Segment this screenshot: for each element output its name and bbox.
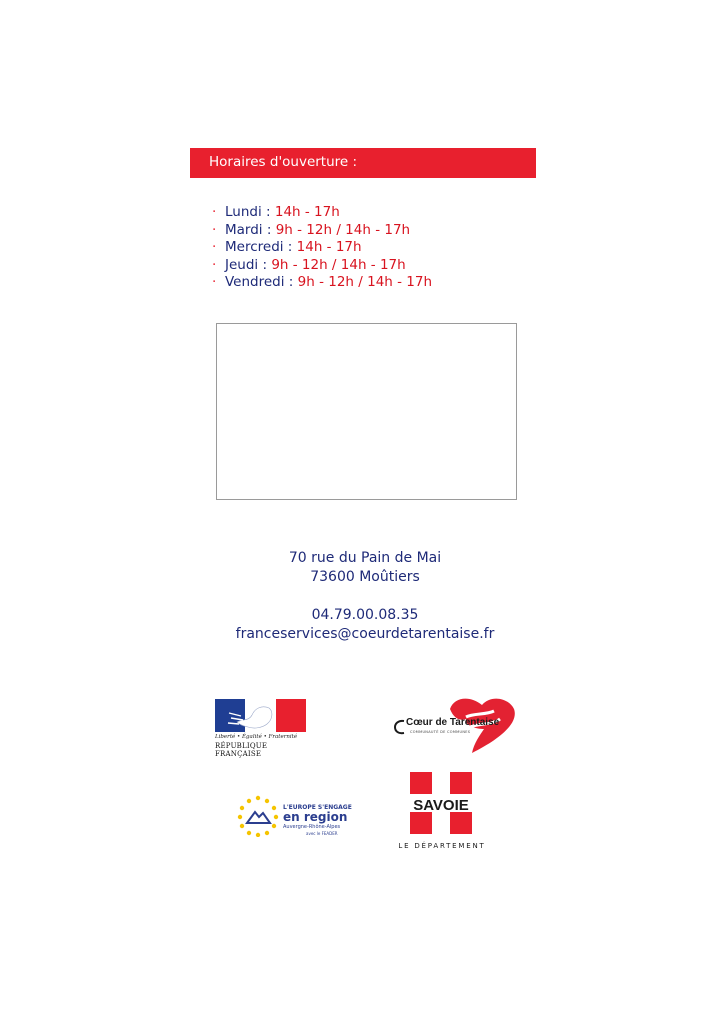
time-range: 14h - 17h bbox=[296, 239, 362, 256]
eu-line-2: en region bbox=[283, 810, 348, 824]
bullet: · bbox=[212, 221, 217, 238]
bullet: · bbox=[212, 274, 217, 291]
eu-line-3: Auvergne-Rhône-Alpes bbox=[283, 824, 341, 830]
hours-list bbox=[212, 204, 432, 292]
eu-line-1: L'EUROPE S'ENGAGE bbox=[283, 804, 352, 811]
bullet: · bbox=[212, 256, 217, 273]
hours-row-wednesday bbox=[212, 239, 432, 257]
separator: : bbox=[283, 239, 297, 256]
time-range: 9h - 12h / 14h - 17h bbox=[271, 256, 406, 273]
bullet: · bbox=[212, 239, 217, 256]
hours-row-tuesday bbox=[212, 222, 432, 240]
separator: : bbox=[262, 221, 276, 238]
marianne-logo bbox=[215, 699, 306, 732]
coeur-name: Cœur de Tarentaise bbox=[406, 717, 500, 728]
flag-red bbox=[276, 699, 306, 732]
savoie-dept: LE DÉPARTEMENT bbox=[398, 842, 486, 850]
email-link[interactable]: franceservices@coeurdetarentaise.fr bbox=[235, 626, 495, 642]
hours-row-friday bbox=[212, 274, 432, 292]
time-range: 14h - 17h bbox=[274, 204, 340, 220]
coeur-c-icon bbox=[394, 719, 406, 735]
hours-title-banner bbox=[190, 148, 536, 178]
separator: : bbox=[261, 204, 275, 220]
republique-name: RÉPUBLIQUE FRANÇAISE bbox=[215, 742, 268, 758]
mountain-icon bbox=[247, 812, 270, 823]
hours-row-thursday bbox=[212, 257, 432, 275]
address-line-1: 70 rue du Pain de Mai bbox=[288, 550, 442, 566]
separator: : bbox=[284, 274, 298, 291]
savoie-name: SAVOIE bbox=[413, 797, 469, 814]
hours-row-monday bbox=[212, 204, 432, 222]
day-label: Vendredi bbox=[225, 274, 285, 291]
day-label: Jeudi bbox=[225, 256, 259, 273]
day-label: Mercredi bbox=[225, 239, 284, 256]
eu-stars-logo bbox=[236, 795, 280, 837]
day-label: Mardi bbox=[225, 221, 263, 238]
time-range: 9h - 12h / 14h - 17h bbox=[297, 274, 433, 291]
hours-title: Horaires d'ouverture : bbox=[209, 154, 358, 170]
map-frame bbox=[216, 323, 517, 500]
eu-line-4: avec le FEADER bbox=[306, 831, 338, 836]
time-range: 9h - 12h / 14h - 17h bbox=[275, 221, 411, 238]
republique-motto: Liberté • Égalité • Fraternité bbox=[215, 734, 298, 740]
phone-number[interactable]: 04.79.00.08.35 bbox=[311, 607, 419, 623]
coeur-subtitle: COMMUNAUTÉ DE COMMUNES bbox=[410, 730, 471, 734]
separator: : bbox=[258, 256, 272, 273]
day-label: Lundi bbox=[225, 204, 262, 220]
bullet: · bbox=[212, 204, 217, 220]
address-line-2: 73600 Moûtiers bbox=[310, 569, 420, 585]
